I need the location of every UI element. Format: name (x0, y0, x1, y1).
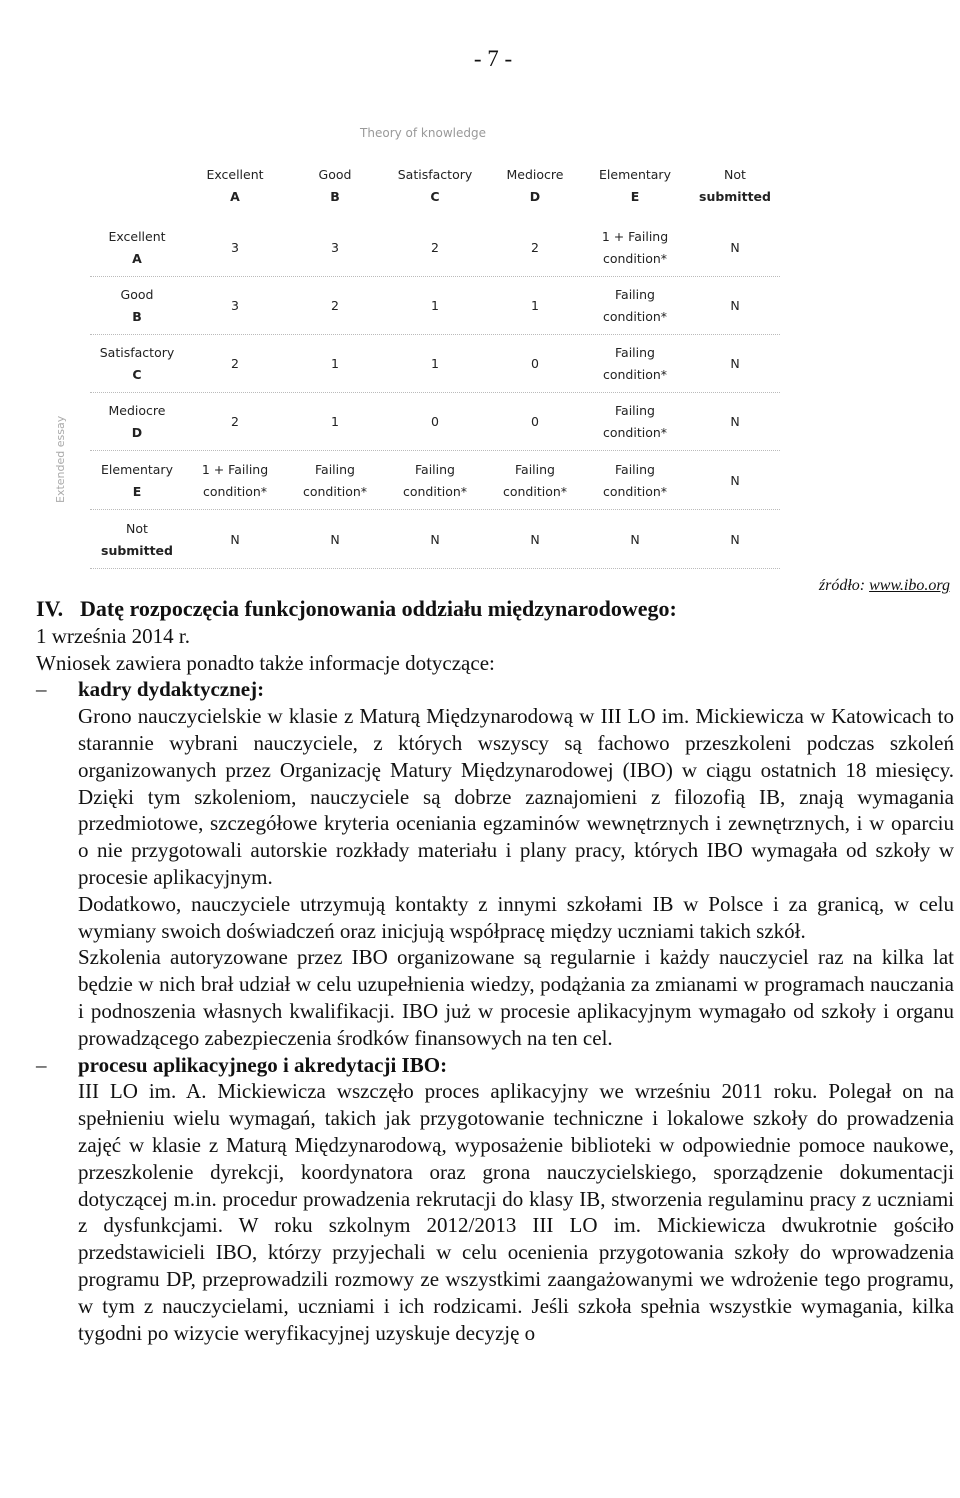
matrix-cell: 2 (331, 298, 339, 313)
row-divider (90, 392, 780, 393)
row-letter: A (132, 251, 142, 266)
bullet-label: procesu aplikacyjnego i akredytacji IBO: (78, 1052, 448, 1077)
row-letter: C (132, 367, 142, 382)
row-name: Elementary (101, 462, 173, 477)
matrix-cell: N (730, 240, 740, 255)
matrix-cell: Failing condition* (602, 287, 668, 324)
matrix-cell: Failing condition* (602, 345, 668, 382)
row-letter: B (132, 309, 142, 324)
section-heading (36, 596, 954, 623)
row-header (82, 284, 192, 328)
source-note (819, 577, 950, 595)
column-letter: C (430, 189, 440, 204)
column-letter: submitted (699, 189, 771, 204)
row-name: Satisfactory (99, 345, 175, 360)
column-name: Not (724, 167, 746, 182)
grade-matrix-table (54, 120, 786, 575)
row-letter: E (132, 484, 142, 499)
column-name: Satisfactory (397, 167, 473, 182)
matrix-cell: 1 (431, 356, 439, 371)
column-header (380, 164, 490, 208)
row-name: Good (120, 287, 154, 302)
row-header (82, 518, 192, 562)
column-header (180, 164, 290, 208)
row-letter: submitted (101, 543, 173, 558)
row-divider (90, 509, 780, 510)
section-intro: Wniosek zawiera ponadto także informacje dotyczące: (36, 650, 495, 675)
row-header (82, 400, 192, 444)
matrix-cell: 1 (431, 298, 439, 313)
section-title: Datę rozpoczęcia funkcjonowania oddziału międzynarodowego: (80, 596, 677, 621)
matrix-cell: N (430, 532, 440, 547)
matrix-cell: 3 (331, 240, 339, 255)
matrix-cell: N (730, 356, 740, 371)
bullet-staff (36, 676, 954, 703)
source-link[interactable]: www.ibo.org (869, 577, 950, 594)
column-letter: A (230, 189, 240, 204)
row-name: Excellent (108, 229, 166, 244)
column-name: Mediocre (506, 167, 564, 182)
column-name: Elementary (599, 167, 671, 182)
matrix-cell: 1 + Failing condition* (201, 462, 269, 499)
row-divider (90, 568, 780, 569)
matrix-cell: N (630, 532, 640, 547)
matrix-cell: Failing condition* (602, 462, 668, 499)
matrix-cell: N (530, 532, 540, 547)
row-header (82, 226, 192, 270)
matrix-cell: 1 (331, 356, 339, 371)
matrix-cell: Failing condition* (402, 462, 468, 499)
column-header (480, 164, 590, 208)
matrix-cell: Failing condition* (302, 462, 368, 499)
bullet-dash: – (36, 1052, 47, 1077)
section-number: IV. (36, 596, 64, 621)
matrix-cell: 0 (531, 356, 539, 371)
column-header (280, 164, 390, 208)
matrix-cell: Failing condition* (502, 462, 568, 499)
matrix-cell: 2 (231, 356, 239, 371)
column-header (680, 164, 790, 208)
column-header (580, 164, 690, 208)
bullet-accreditation (36, 1052, 954, 1079)
row-divider (90, 334, 780, 335)
section-date: 1 września 2014 r. (36, 623, 190, 648)
matrix-cell: 0 (531, 414, 539, 429)
matrix-cell: N (730, 414, 740, 429)
matrix-cell: N (730, 473, 740, 488)
row-header (82, 459, 192, 503)
column-name: Good (318, 167, 352, 182)
paragraph: Dodatkowo, nauczyciele utrzymują kontakty z innymi szkołami IB w Polsce i za granicą, w celu wymiany swoich doświadczeń oraz inicjują współpracę między uczniami takich szkół. (78, 891, 954, 943)
bullet-dash: – (36, 677, 47, 702)
matrix-side-label: Extended essay (54, 415, 67, 503)
row-letter: D (131, 425, 143, 440)
column-letter: E (630, 189, 640, 204)
matrix-cell: 2 (531, 240, 539, 255)
column-name: Excellent (206, 167, 264, 182)
matrix-cell: 2 (431, 240, 439, 255)
row-divider (90, 276, 780, 277)
matrix-cell: Failing condition* (602, 403, 668, 440)
matrix-cell: 1 (331, 414, 339, 429)
matrix-cell: N (330, 532, 340, 547)
matrix-cell: 1 (531, 298, 539, 313)
column-letter: D (529, 189, 541, 204)
matrix-cell: 3 (231, 298, 239, 313)
matrix-cell: N (730, 532, 740, 547)
row-name: Not (126, 521, 148, 536)
bullet-label: kadry dydaktycznej: (78, 677, 265, 702)
source-label: źródło: (818, 577, 866, 594)
matrix-cell: 3 (231, 240, 239, 255)
row-divider (90, 450, 780, 451)
paragraph: III LO im. A. Mickiewicza wszczęło proces aplikacyjny we wrześniu 2011 roku. Polegał on na spełnieniu wielu wymagań, takich jak przygotowanie techniczne i lokalowe szkoły do prowadzenia zajęć w klasie z Maturą Międzynarodową, wyposażenie biblioteki w odpowiednie pomoce naukowe, przeszkolenie dyrekcji, koordynatora oraz grona nauczycielskiego, sporządzenie dokumentacji dotyczącej m.in. procedur prowadzenia rekrutacji do klasy IB, stworzenia regulaminu pracy z uczniami z dysfunkcjami. W roku szkolnym 2012/2013 III LO im. Mickiewicza dwukrotnie gościło przedstawicieli IBO, którzy przyjechali w celu ocenienia przygotowania szkoły do wprowadzenia programu DP, przeprowadzili rozmowy ze wszystkimi zaangażowanymi we wdrożenie tego programu, w tym z nauczycielami, uczniami i ich rodzicami. Jeśli szkoła spełnia wszystkie wymagania, kilka tygodni po wizycie weryfikacyjnej uzyskuje decyzję o (78, 1079, 954, 1345)
matrix-cell: 1 + Failing condition* (601, 229, 669, 266)
column-letter: B (330, 189, 340, 204)
page-number: - 7 - (473, 46, 513, 71)
matrix-cell: N (730, 298, 740, 313)
document-body (36, 596, 954, 1346)
row-header (82, 342, 192, 386)
paragraph: Grono nauczycielskie w klasie z Maturą Międzynarodową w III LO im. Mickiewicza w Katowicach to starannie wybrani nauczyciele, z których wszyscy są fachowo przeszkoleni podczas szkoleń organizowanych przez Organizację Matury Międzynarodowej (IBO) w ciągu ostatnich 18 miesięcy. Dzięki tym szkoleniom, nauczyciele są dobrze zaznajomieni z filozofią IB, znają wymagania przedmiotowe, szczegółowe kryteria oceniania egzaminów wewnętrznych i zewnętrznych, i w oparciu o nie przygotowali autorskie rozkłady materiału i plany pracy, których IBO wymagała od szkoły w procesie aplikacyjnym. (78, 704, 954, 889)
matrix-cell: 2 (231, 414, 239, 429)
row-name: Mediocre (108, 403, 166, 418)
matrix-cell: N (230, 532, 240, 547)
matrix-title: Theory of knowledge (360, 126, 486, 140)
paragraph: Szkolenia autoryzowane przez IBO organizowane są regularnie i każdy nauczyciel raz na kilka lat będzie w nich brał udział w celu uzupełnienia wiedzy, podążania za zmianami w programach nauczania i podnoszenia własnych kwalifikacji. IBO już w procesie aplikacyjnym wymagało od szkoły i organu prowadzącego zabezpieczenia środków finansowych na ten cel. (78, 945, 954, 1050)
matrix-cell: 0 (431, 414, 439, 429)
